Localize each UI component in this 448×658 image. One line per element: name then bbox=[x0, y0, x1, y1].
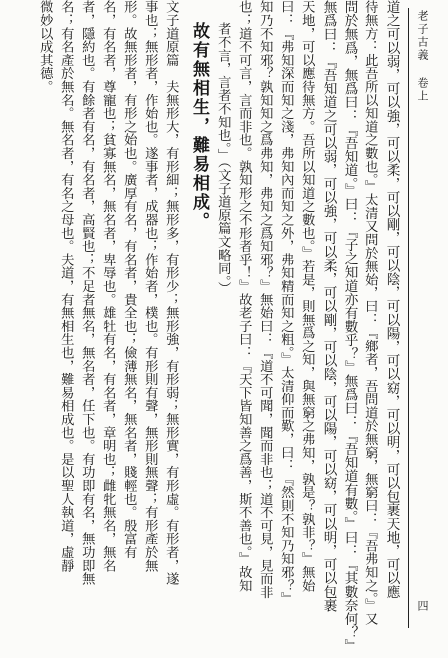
text-column-9: 者不言，言者不知也。」（文子道原篇文略同。） bbox=[215, 22, 231, 295]
text-column-7: 知乃不知邪？孰知知之爲弗知，弗知之爲知邪？』無始曰：『道不可聞，聞而非也；道不可見，見而非 bbox=[257, 0, 273, 599]
page-number: 四 bbox=[416, 600, 429, 611]
text-column-5: 天地，可以應待無方。吾所以知道之數也。』若是，則無爲之知，與無窮之弗知，孰是？孰非？』無始 bbox=[299, 0, 315, 592]
book-title: 老子古義 卷上 bbox=[416, 10, 429, 103]
section-heading: 故有無相生，難易相成。 bbox=[189, 22, 209, 231]
text-column-11: 事也；無形者，作始也。遂事者，成器也；作始者，樸也。有形則有聲，無形則無聲；有形產於無 bbox=[142, 0, 158, 572]
text-column-8: 也；道不可言，言而非也。孰知形之不形者乎！』故老子曰：『天下皆知善之爲善，斯不善也。』故知 bbox=[236, 0, 252, 592]
text-column-1: 道之可以弱，可以強，可以柔，可以剛，可以陰，可以陽，可以窈，可以明，可以包裹天地，可以應 bbox=[383, 0, 400, 599]
text-column-12: 形。故無形者，有形之始也。廣厚有名，有名者，貴全也；儉薄無名，無名者，賤輕也。殷富有 bbox=[121, 0, 137, 559]
text-column-14: 者，隱約也。有餘者有名，有名者，高賢也；不足者無名，無名者，任下也。有功即有名，無功即無 bbox=[79, 0, 95, 586]
text-column-4: 無爲曰：『吾知道之可以弱，可以強，可以柔，可以剛，可以陰，可以陽，可以窈，可以明，可以包裹 bbox=[320, 0, 337, 612]
text-column-15: 名；有名產於無名。無名者，有名之母也。夫道，有無相生也，難易相成也。是以聖人執道，虛靜 bbox=[58, 0, 74, 572]
text-column-16: 微妙以成其德。 bbox=[37, 0, 53, 94]
text-column-2: 待無方：此吾所以知道之數也。』太清又問於無始，曰：『鄉者，吾問道於無窮，無窮曰：『吾弗知之。』又 bbox=[362, 0, 378, 626]
text-column-3: 問於無爲，無爲曰：『吾知道。』曰：『子之知道亦有數乎？』無爲曰：『吾知道有數。』曰：『其數奈何？』 bbox=[341, 0, 358, 653]
text-column-13: 名，有名者，尊寵也；貧寡無名，無名者，卑辱也。雄牡有名，有名者，章明也；雌牝無名，無名 bbox=[100, 0, 116, 572]
text-column-6: 曰：『弗知深而知之淺，弗知內而知之外，弗知精而知之粗。』太清仰而歎，曰：『然則不知乃知邪？』 bbox=[278, 0, 294, 606]
text-column-10: 文子道原篇 夫無形大，有形細；無形多，有形少；無形強，有形弱；無形實，有形虛。有形者，遂 bbox=[163, 0, 179, 586]
header-rule bbox=[408, 8, 409, 628]
